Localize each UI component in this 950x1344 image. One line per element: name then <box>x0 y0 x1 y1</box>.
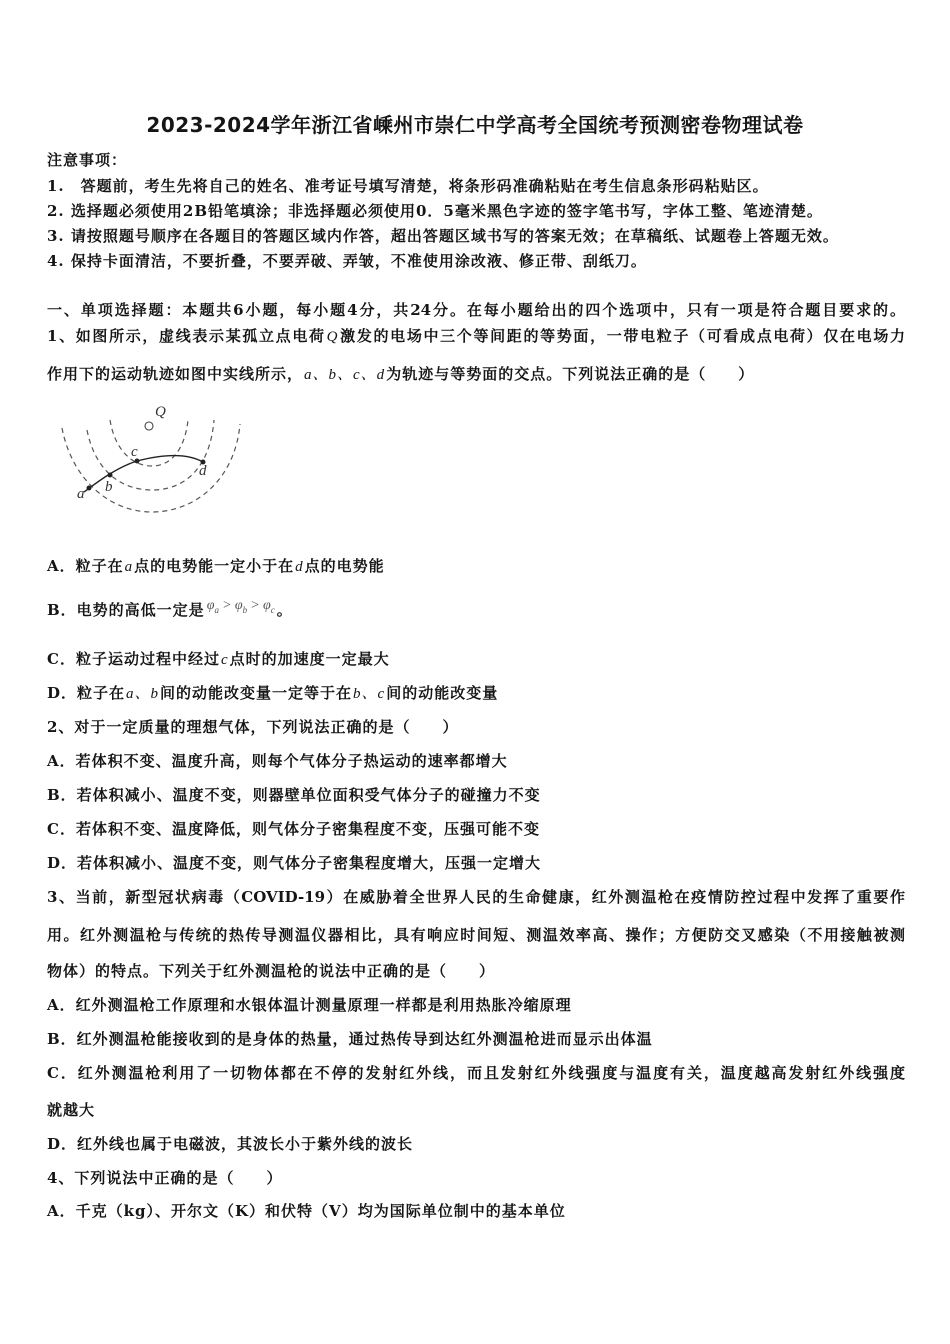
q2-option-c: C．若体积不变、温度降低，则气体分子密集程度不变，压强可能不变 <box>47 820 540 838</box>
q3-stem-line-2: 用。红外测温枪与传统的热传导测温仪器相比，具有响应时间短、测温效率高、操作；方便防交叉感染（不用接触被测 <box>47 926 905 944</box>
q3-option-c-line-1: C．红外测温枪利用了一切物体都在不停的发射红外线，而且发射红外线强度与温度有关，温度越高发射红外线强度 <box>47 1064 905 1082</box>
option-text: D．粒子在 <box>47 684 126 702</box>
point-charge-q <box>145 422 153 430</box>
point-b <box>108 473 113 478</box>
greater-than: > <box>251 598 259 613</box>
q2-stem: 2、对于一定质量的理想气体，下列说法正确的是（ ） <box>47 718 459 736</box>
q1-stem-line-2 <box>47 364 754 385</box>
option-text: 间的动能改变量一定等于在 <box>160 684 353 702</box>
q1-field-figure <box>50 390 250 520</box>
option-text: B．电势的高低一定是 <box>47 601 205 619</box>
q3-option-a: A．红外测温枪工作原理和水银体温计测量原理一样都是利用热胀冷缩原理 <box>47 996 572 1014</box>
q1-var-points: a、b、c、d <box>304 367 386 383</box>
q1-option-c <box>47 649 390 670</box>
option-text: 点的电势能一定小于在 <box>134 557 295 575</box>
notice-item-1: 1. 答题前，考生先将自己的姓名、准考证号填写清楚，将条形码准确粘贴在考生信息条形码粘贴区。 <box>47 177 769 195</box>
option-var: c <box>220 652 229 668</box>
label-c: c <box>131 444 138 460</box>
q2-option-d: D．若体积减小、温度不变，则气体分子密集程度增大，压强一定增大 <box>47 854 542 872</box>
notice-item-3: 3. 请按照题号顺序在各题目的答题区域内作答，超出答题区域书写的答案无效；在草稿纸、试题卷上答题无效。 <box>47 227 839 245</box>
section-heading: 一、单项选择题：本题共6小题，每小题4分，共24分。在每小题给出的四个选项中，只有一项是符合题目要求的。 <box>47 301 905 319</box>
phi-symbol: φ <box>263 598 271 613</box>
q3-option-b: B．红外测温枪能接收到的是身体的热量，通过热传导到达红外测温枪进而显示出体温 <box>47 1030 653 1048</box>
label-b: b <box>105 479 113 495</box>
equipotential-outer <box>62 424 240 512</box>
q1-option-d <box>47 683 498 704</box>
option-text: 间的动能改变量 <box>386 684 499 702</box>
label-a: a <box>77 486 85 502</box>
phi-symbol: φ <box>206 598 215 613</box>
q1-stem-text: 为轨迹与等势面的交点。下列说法正确的是（ ） <box>386 365 755 383</box>
point-a <box>87 486 92 491</box>
q1-stem-text: 作用下的运动轨迹如图中实线所示， <box>47 365 304 383</box>
q1-option-a <box>47 556 385 577</box>
option-text: 点的电势能 <box>304 557 385 575</box>
subscript-b: b <box>242 604 248 615</box>
notice-heading: 注意事项： <box>47 151 128 169</box>
option-text: C．粒子运动过程中经过 <box>47 650 220 668</box>
potential-inequality <box>205 598 277 613</box>
q1-stem-line-1 <box>47 326 905 347</box>
q3-stem-line-3: 物体）的特点。下列关于红外测温枪的说法中正确的是（ ） <box>47 962 496 980</box>
q3-stem-line-1: 3、当前，新型冠状病毒（COVID-19）在威胁着全世界人民的生命健康，红外测温枪在疫情防控过程中发挥了重要作 <box>47 888 905 906</box>
q4-option-a: A．千克（kg）、开尔文（K）和伏特（V）均为国际单位制中的基本单位 <box>47 1202 566 1220</box>
option-text: 。 <box>276 601 293 619</box>
q2-option-b: B．若体积减小、温度不变，则器壁单位面积受气体分子的碰撞力不变 <box>47 786 541 804</box>
exam-title: 2023-2024学年浙江省嵊州市崇仁中学高考全国统考预测密卷物理试卷 <box>146 113 804 137</box>
q1-var-q: Q <box>326 329 338 345</box>
q3-option-c-line-2: 就越大 <box>47 1101 96 1119</box>
subscript-a: a <box>214 604 219 615</box>
equipotential-inner <box>110 420 188 466</box>
particle-trajectory <box>84 455 203 492</box>
option-var: b、c <box>353 686 386 702</box>
q3-option-d: D．红外线也属于电磁波，其波长小于紫外线的波长 <box>47 1135 414 1153</box>
greater-than: > <box>222 598 231 613</box>
option-var: a、b <box>126 686 160 702</box>
q2-option-a: A．若体积不变、温度升高，则每个气体分子热运动的速率都增大 <box>47 752 508 770</box>
option-text: 点时的加速度一定最大 <box>229 650 390 668</box>
q1-option-b <box>47 600 293 626</box>
notice-item-2: 2. 选择题必须使用2B铅笔填涂；非选择题必须使用0．5毫米黑色字迹的签字笔书写，字体工整、笔迹清楚。 <box>47 202 823 220</box>
subscript-c: c <box>270 604 275 615</box>
q4-stem: 4、下列说法中正确的是（ ） <box>47 1169 283 1187</box>
q1-stem-text: 1、如图所示，虚线表示某孤立点电荷 <box>47 327 326 345</box>
label-d: d <box>199 463 207 479</box>
notice-item-4: 4. 保持卡面清洁，不要折叠，不要弄破、弄皱，不准使用涂改液、修正带、刮纸刀。 <box>47 252 647 270</box>
phi-symbol: φ <box>234 598 243 613</box>
label-q: Q <box>155 404 166 420</box>
q1-stem-text: 激发的电场中三个等间距的等势面，一带电粒子（可看成点电荷）仅在电场力 <box>338 327 905 345</box>
option-text: A．粒子在 <box>47 557 124 575</box>
option-var: a <box>124 559 134 575</box>
option-var: d <box>295 559 304 575</box>
